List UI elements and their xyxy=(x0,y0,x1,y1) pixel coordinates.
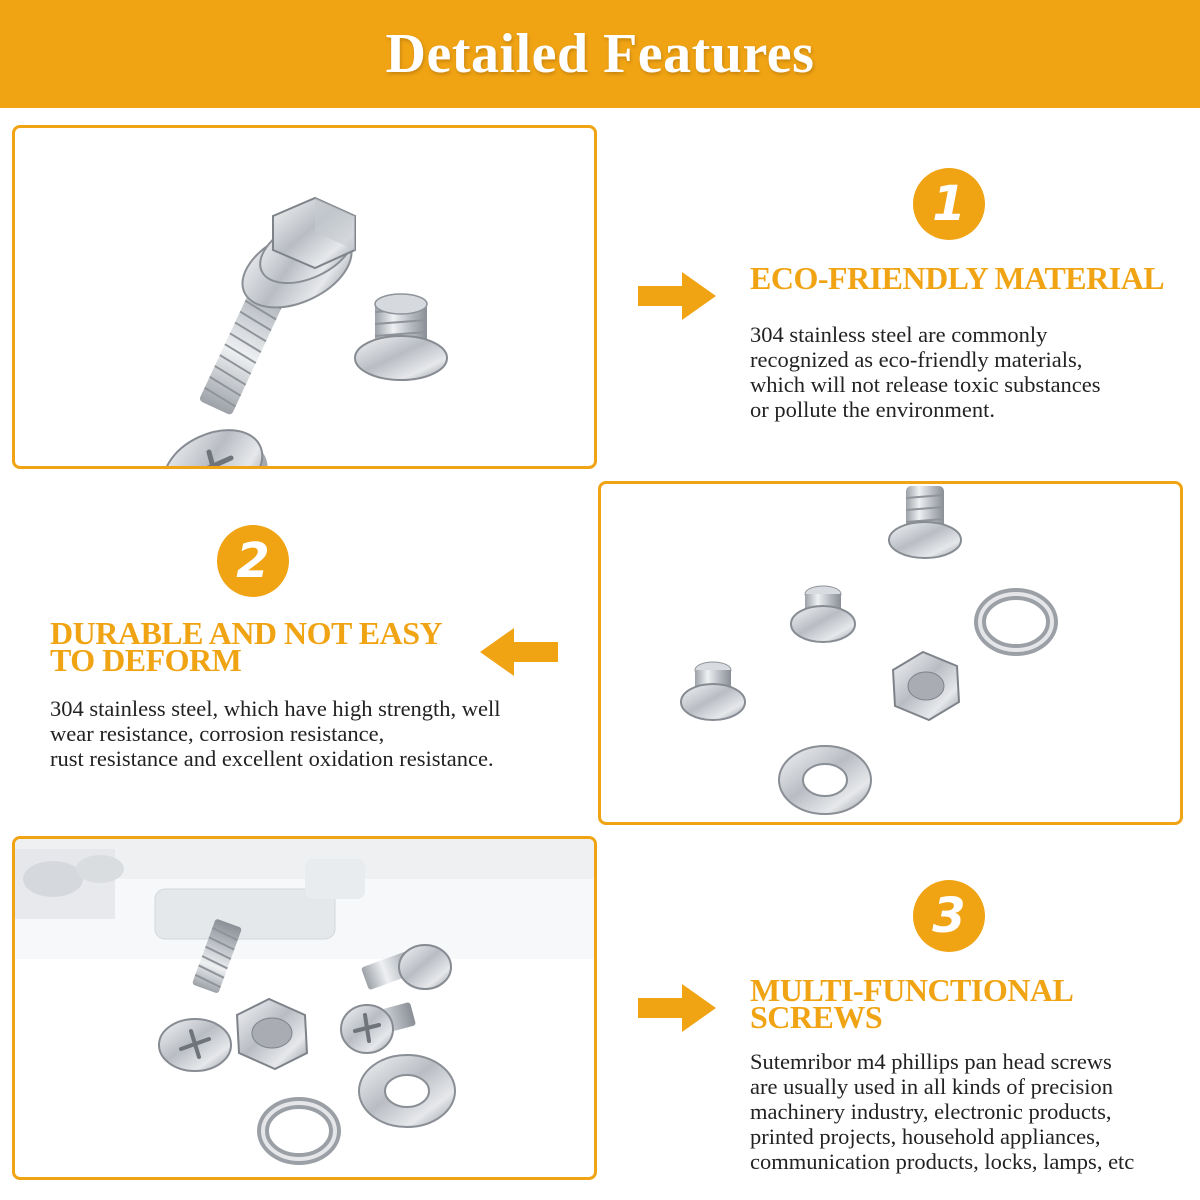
feature-2-description: 304 stainless steel, which have high strength, well wear resistance, corrosion resistance, rust resistance and excellent oxidation resistance. xyxy=(50,696,501,771)
arrow-right-icon xyxy=(636,270,718,322)
feature-1-description: 304 stainless steel are commonly recognized as eco-friendly materials, which will not release toxic substances or pollute the environment. xyxy=(750,322,1101,422)
feature-1-title: ECO-FRIENDLY MATERIAL xyxy=(750,260,1165,296)
number-badge-3: 3 xyxy=(913,880,985,952)
screw-nut-washer-assembly-photo xyxy=(15,128,597,469)
feature-2-title: DURABLE AND NOT EASY TO DEFORM xyxy=(50,615,443,678)
title-banner xyxy=(0,0,1200,108)
feature-3-title: MULTI-FUNCTIONAL SCREWS xyxy=(750,972,1074,1035)
photo-frame-1 xyxy=(12,125,597,469)
page-title: Detailed Features xyxy=(385,23,815,85)
scattered-screws-nuts-washers-photo xyxy=(601,484,1183,825)
photo-frame-2 xyxy=(598,481,1183,825)
arrow-left-icon xyxy=(478,626,560,678)
feature-3-description: Sutemribor m4 phillips pan head screws are usually used in all kinds of precision machinery industry, electronic products, printed projects, household appliances, communication products, locks, lamps, etc xyxy=(750,1049,1135,1174)
number-badge-2: 2 xyxy=(217,525,289,597)
photo-frame-3 xyxy=(12,836,597,1180)
arrow-right-icon xyxy=(636,982,718,1034)
screws-with-storage-box-photo xyxy=(15,839,597,1180)
number-badge-1: 1 xyxy=(913,168,985,240)
